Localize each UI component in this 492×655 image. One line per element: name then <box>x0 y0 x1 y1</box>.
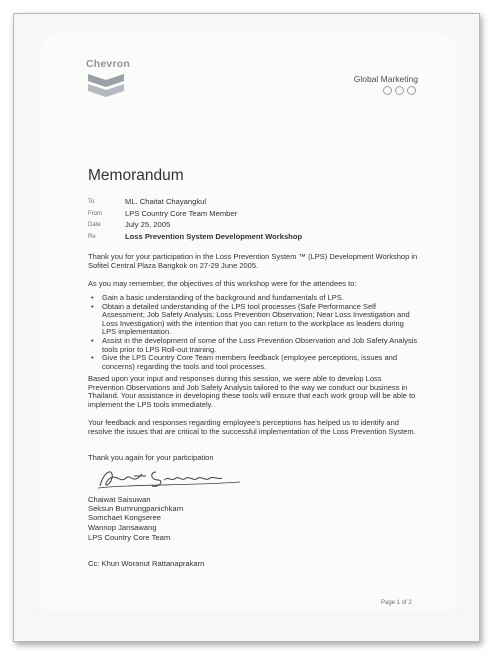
re-value: Loss Prevention System Development Workshop <box>125 232 303 241</box>
cert-seal-icon <box>407 86 416 95</box>
thanks-line: Thank you again for your participation <box>88 453 214 462</box>
signer-name: Wannop Jansawang <box>88 522 157 532</box>
from-label: From <box>88 211 102 217</box>
cc-line: Cc: Khun Woranut Rattanaprakarn <box>88 559 205 568</box>
objective-item: • Give the LPS Country Core Team members feedback (employee perceptions, issues and concerns) regarding the tools and tool processes. <box>88 354 418 371</box>
signers-list <box>88 495 183 532</box>
objectives-intro: As you may remember, the objectives of this workshop were for the attendees to: <box>88 279 357 288</box>
objectives-list <box>88 294 418 371</box>
from-value: LPS Country Core Team Member <box>125 209 238 218</box>
memo-title: Memorandum <box>88 167 184 184</box>
page-number: Page 1 of 2 <box>381 600 412 606</box>
team-name: LPS Country Core Team <box>88 533 171 542</box>
date-label: Date <box>88 222 101 228</box>
signer-name: Chaiwat Saisuwan <box>88 495 151 504</box>
objective-item: • Gain a basic understanding of the background and fundamentals of LPS. <box>88 294 418 303</box>
certification-icons <box>383 86 416 95</box>
cert-seal-icon <box>395 86 404 95</box>
date-value: July 25, 2005 <box>125 220 171 229</box>
handwritten-signature <box>94 464 244 492</box>
brand-name: Chevron <box>86 58 130 70</box>
chevron-emblem-icon <box>86 72 126 98</box>
to-label: To <box>88 199 95 205</box>
signer-name: Seksun Bumrungpanichkarn <box>88 504 184 514</box>
results-paragraph: Based upon your input and responses during this session, we were able to develop Loss Prevention Observations and Job Safety Analysis tailored to the way we conduct our business in Thailand. Your assistance in developing these tools will ensure that each work group will be able to implement the LPS tools immediately. <box>88 374 416 409</box>
re-label: Re <box>88 234 96 240</box>
feedback-paragraph: Your feedback and responses regarding employee's perceptions has helped us to identify and resolve the issues that are critical to the successful implementation of the Loss Prevention System. <box>88 418 416 436</box>
signer-name: Somchaet Kongseree <box>88 513 162 523</box>
to-value: ML. Chaitat Chayangkul <box>125 197 207 206</box>
objective-item: • Assist in the development of some of the Loss Prevention Observation and Job Safety Analysis tools prior to LPS Roll-out training. <box>88 337 418 354</box>
intro-paragraph: Thank you for your participation in the Loss Prevention System ™ (LPS) Development Workshop in Sofitel Central Plaza Bangkok on 27-29 June 2005. <box>88 252 418 270</box>
department-label: Global Marketing <box>353 74 418 84</box>
chevron-logo <box>86 58 136 103</box>
objective-item: • Obtain a detailed understanding of the LPS tool processes (Safe Performance Self Assessment; Job Safety Analysis; Loss Prevention Observation; Near Loss Investigation and Loss Investigation) with the intention that you can return to the workplace as leaders during LPS implementation. <box>88 303 418 337</box>
cert-seal-icon <box>383 86 392 95</box>
